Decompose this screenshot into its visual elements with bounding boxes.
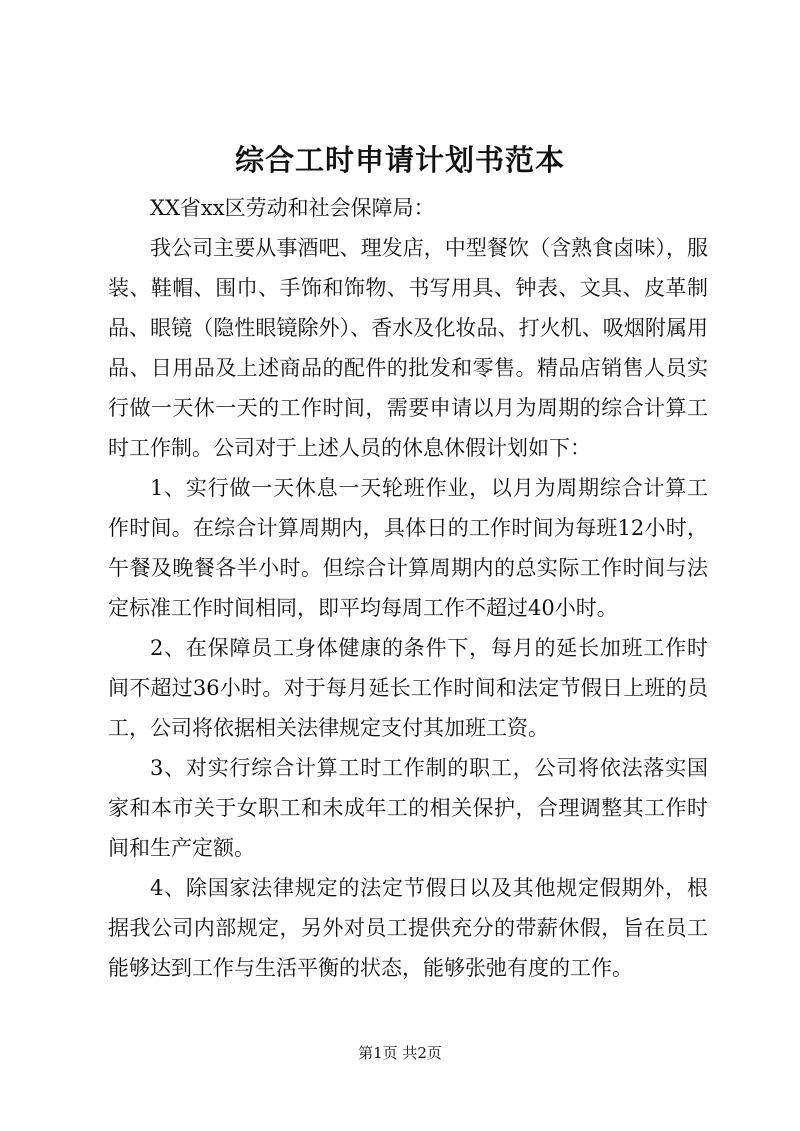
page-number-footer: 第1页 共2页 <box>358 1044 442 1062</box>
item-paragraph-2: 2、在保障员工身体健康的条件下，每月的延长加班工作时间不超过36小时。对于每月延长工作时间和法定节假日上班的员工，公司将依据相关法律规定支付其加班工资。 <box>108 636 708 740</box>
item-paragraph-1: 1、实行做一天休息一天轮班作业，以月为周期综合计算工作时间。在综合计算周期内，具体日的工作时间为每班12小时，午餐及晚餐各半小时。但综合计算周期内的总实际工作时间与法定标准工作时间相同，即平均每周工作不超过40小时。 <box>108 476 708 620</box>
intro-paragraph: 我公司主要从事酒吧、理发店，中型餐饮（含熟食卤味），服装、鞋帽、围巾、手饰和饰物、书写用具、钟表、文具、皮革制品、眼镜（隐性眼镜除外）、香水及化妆品、打火机、吸烟附属用品、日用品及上述商品的配件的批发和零售。精品店销售人员实行做一天休一天的工作时间，需要申请以月为周期的综合计算工时工作制。公司对于上述人员的休息休假计划如下： <box>108 236 708 460</box>
document-body <box>108 188 708 988</box>
document-title: 综合工时申请计划书范本 <box>234 143 565 177</box>
item-paragraph-4: 4、除国家法律规定的法定节假日以及其他规定假期外，根据我公司内部规定，另外对员工提供充分的带薪休假，旨在员工能够达到工作与生活平衡的状态，能够张弛有度的工作。 <box>108 876 708 980</box>
item-paragraph-3: 3、对实行综合计算工时工作制的职工，公司将依法落实国家和本市关于女职工和未成年工的相关保护，合理调整其工作时间和生产定额。 <box>108 756 708 860</box>
salutation: XX省xx区劳动和社会保障局： <box>150 196 435 220</box>
